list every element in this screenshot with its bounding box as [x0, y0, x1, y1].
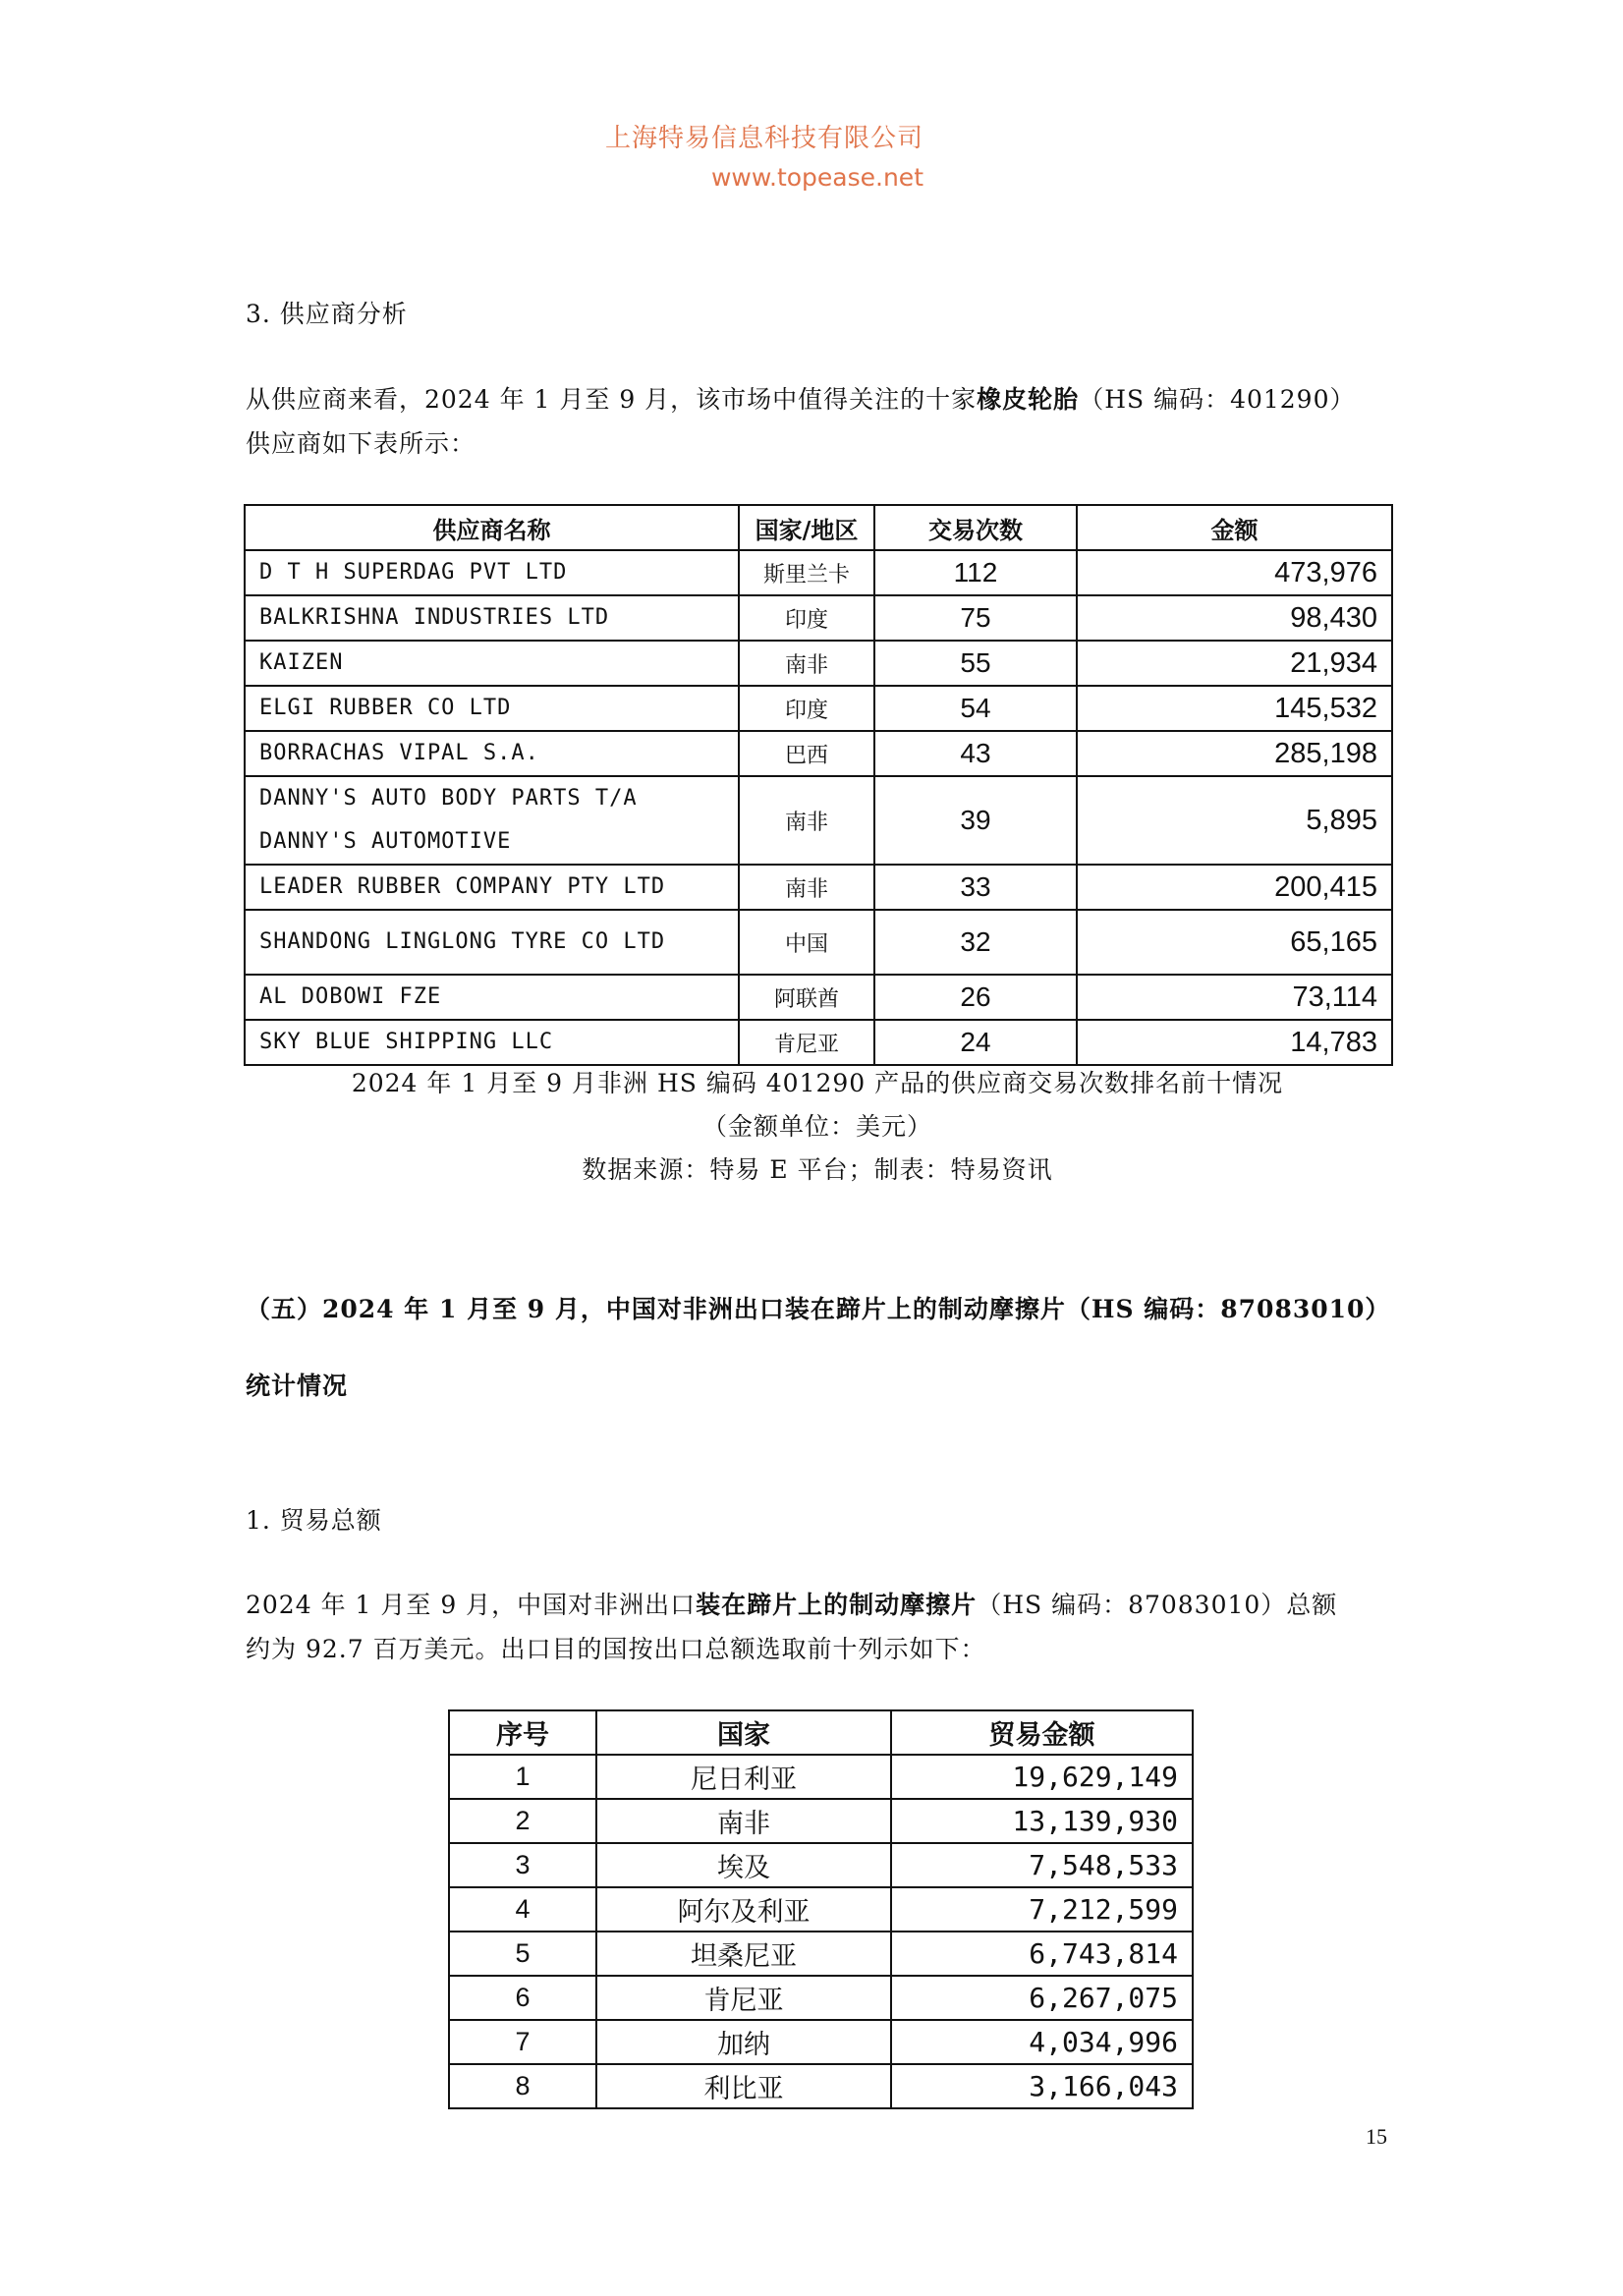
- supplier-row: [245, 1020, 1392, 1065]
- col-header-count: 交易次数: [874, 505, 1077, 550]
- supplier-country: 肯尼亚: [739, 1020, 874, 1065]
- export-row: [449, 1887, 1193, 1932]
- supplier-country: 印度: [739, 686, 874, 731]
- supplier-row: [245, 595, 1392, 641]
- supplier-count: 39: [874, 776, 1077, 865]
- export-rank: 2: [449, 1799, 596, 1843]
- trade-total-line2: 约为 92.7 百万美元。出口目的国按出口总额选取前十列示如下：: [246, 1635, 986, 1663]
- export-table: [448, 1709, 1194, 2109]
- supplier-row: [245, 641, 1392, 686]
- export-country: 加纳: [596, 2020, 891, 2064]
- export-rank: 1: [449, 1755, 596, 1799]
- supplier-count: 112: [874, 550, 1077, 595]
- supplier-country: 印度: [739, 595, 874, 641]
- export-amount: 7,548,533: [891, 1843, 1193, 1887]
- supplier-country: 南非: [739, 641, 874, 686]
- supplier-name: BALKRISHNA INDUSTRIES LTD: [245, 595, 739, 641]
- supplier-count: 55: [874, 641, 1077, 686]
- supplier-amount: 98,430: [1077, 595, 1392, 641]
- export-country: 阿尔及利亚: [596, 1887, 891, 1932]
- export-country: 肯尼亚: [596, 1976, 891, 2020]
- supplier-row: [245, 865, 1392, 910]
- supplier-country: 斯里兰卡: [739, 550, 874, 595]
- supplier-intro-line2: 供应商如下表所示：: [246, 429, 476, 458]
- export-amount: 6,743,814: [891, 1932, 1193, 1976]
- supplier-table-unit: （金额单位：美元）: [701, 1112, 932, 1141]
- supplier-amount: 200,415: [1077, 865, 1392, 910]
- supplier-country: 南非: [739, 776, 874, 865]
- supplier-table: [244, 504, 1393, 1066]
- export-row: [449, 1932, 1193, 1976]
- supplier-row: [245, 910, 1392, 975]
- supplier-name: DANNY'S AUTO BODY PARTS T/A DANNY'S AUTOMOTIVE: [245, 776, 739, 865]
- export-row: [449, 2064, 1193, 2108]
- supplier-count: 33: [874, 865, 1077, 910]
- export-country: 利比亚: [596, 2064, 891, 2108]
- supplier-name: KAIZEN: [245, 641, 739, 686]
- export-row: [449, 2020, 1193, 2064]
- export-amount: 7,212,599: [891, 1887, 1193, 1932]
- export-amount: 6,267,075: [891, 1976, 1193, 2020]
- supplier-intro-text: 从供应商来看，2024 年 1 月至 9 月，该市场中值得关注的十家: [246, 385, 978, 414]
- supplier-amount: 5,895: [1077, 776, 1392, 865]
- supplier-count: 26: [874, 975, 1077, 1020]
- export-row: [449, 1799, 1193, 1843]
- supplier-table-source: 数据来源：特易 E 平台；制表：特易资讯: [582, 1155, 1053, 1184]
- col-header-supplier: 供应商名称: [245, 505, 739, 550]
- supplier-intro-line1: [246, 380, 1356, 416]
- export-table-header-row: [449, 1710, 1193, 1755]
- supplier-row: [245, 776, 1392, 865]
- supplier-count: 54: [874, 686, 1077, 731]
- supplier-row: [245, 975, 1392, 1020]
- supplier-row: [245, 731, 1392, 776]
- supplier-country: 南非: [739, 865, 874, 910]
- export-rank: 5: [449, 1932, 596, 1976]
- section-title-brake-linings: （五）2024 年 1 月至 9 月，中国对非洲出口装在蹄片上的制动摩擦片（HS 编码：87083010）: [246, 1295, 1391, 1323]
- export-row: [449, 1755, 1193, 1799]
- export-amount: 13,139,930: [891, 1799, 1193, 1843]
- supplier-name: AL DOBOWI FZE: [245, 975, 739, 1020]
- supplier-count: 24: [874, 1020, 1077, 1065]
- supplier-table-caption: 2024 年 1 月至 9 月非洲 HS 编码 401290 产品的供应商交易次数排名前十情况: [351, 1069, 1284, 1097]
- export-country: 尼日利亚: [596, 1755, 891, 1799]
- supplier-name: SHANDONG LINGLONG TYRE CO LTD: [245, 910, 739, 975]
- col-header-country: 国家/地区: [739, 505, 874, 550]
- supplier-intro-hs: （HS 编码：401290）: [1079, 385, 1356, 414]
- trade-total-text: 2024 年 1 月至 9 月，中国对非洲出口: [246, 1591, 697, 1619]
- export-country: 南非: [596, 1799, 891, 1843]
- section-title-line2: 统计情况: [246, 1372, 349, 1400]
- supplier-name: D T H SUPERDAG PVT LTD: [245, 550, 739, 595]
- supplier-row: [245, 686, 1392, 731]
- col-header-no: 序号: [449, 1710, 596, 1755]
- supplier-amount: 73,114: [1077, 975, 1392, 1020]
- supplier-amount: 65,165: [1077, 910, 1392, 975]
- supplier-count: 43: [874, 731, 1077, 776]
- supplier-amount: 21,934: [1077, 641, 1392, 686]
- export-amount: 3,166,043: [891, 2064, 1193, 2108]
- supplier-name: LEADER RUBBER COMPANY PTY LTD: [245, 865, 739, 910]
- supplier-amount: 145,532: [1077, 686, 1392, 731]
- export-row: [449, 1843, 1193, 1887]
- supplier-amount: 14,783: [1077, 1020, 1392, 1065]
- export-rank: 8: [449, 2064, 596, 2108]
- supplier-table-header-row: [245, 505, 1392, 550]
- product-name: 橡皮轮胎: [977, 385, 1080, 414]
- export-rank: 4: [449, 1887, 596, 1932]
- supplier-name: BORRACHAS VIPAL S.A.: [245, 731, 739, 776]
- col-header-amount: 金额: [1077, 505, 1392, 550]
- export-rank: 7: [449, 2020, 596, 2064]
- section-heading-supplier-analysis: 3. 供应商分析: [246, 300, 408, 328]
- trade-total-hs: （HS 编码：87083010）总额: [977, 1591, 1338, 1619]
- supplier-country: 阿联酋: [739, 975, 874, 1020]
- page-number: 15: [1366, 2124, 1387, 2149]
- supplier-count: 32: [874, 910, 1077, 975]
- supplier-row: [245, 550, 1392, 595]
- company-name: 上海特易信息科技有限公司: [604, 124, 923, 153]
- export-amount: 19,629,149: [891, 1755, 1193, 1799]
- export-rank: 3: [449, 1843, 596, 1887]
- company-website[interactable]: www.topease.net: [710, 163, 923, 192]
- export-country: 埃及: [596, 1843, 891, 1887]
- supplier-amount: 285,198: [1077, 731, 1392, 776]
- supplier-name: SKY BLUE SHIPPING LLC: [245, 1020, 739, 1065]
- supplier-amount: 473,976: [1077, 550, 1392, 595]
- export-rank: 6: [449, 1976, 596, 2020]
- brake-product-name: 装在蹄片上的制动摩擦片: [696, 1591, 978, 1619]
- col-header-trade-amount: 贸易金额: [891, 1710, 1193, 1755]
- trade-total-line1: [246, 1586, 1337, 1621]
- export-row: [449, 1976, 1193, 2020]
- export-country: 坦桑尼亚: [596, 1932, 891, 1976]
- sub-heading-trade-total: 1. 贸易总额: [246, 1506, 382, 1535]
- col-header-export-country: 国家: [596, 1710, 891, 1755]
- supplier-name: ELGI RUBBER CO LTD: [245, 686, 739, 731]
- supplier-count: 75: [874, 595, 1077, 641]
- supplier-country: 中国: [739, 910, 874, 975]
- supplier-country: 巴西: [739, 731, 874, 776]
- export-amount: 4,034,996: [891, 2020, 1193, 2064]
